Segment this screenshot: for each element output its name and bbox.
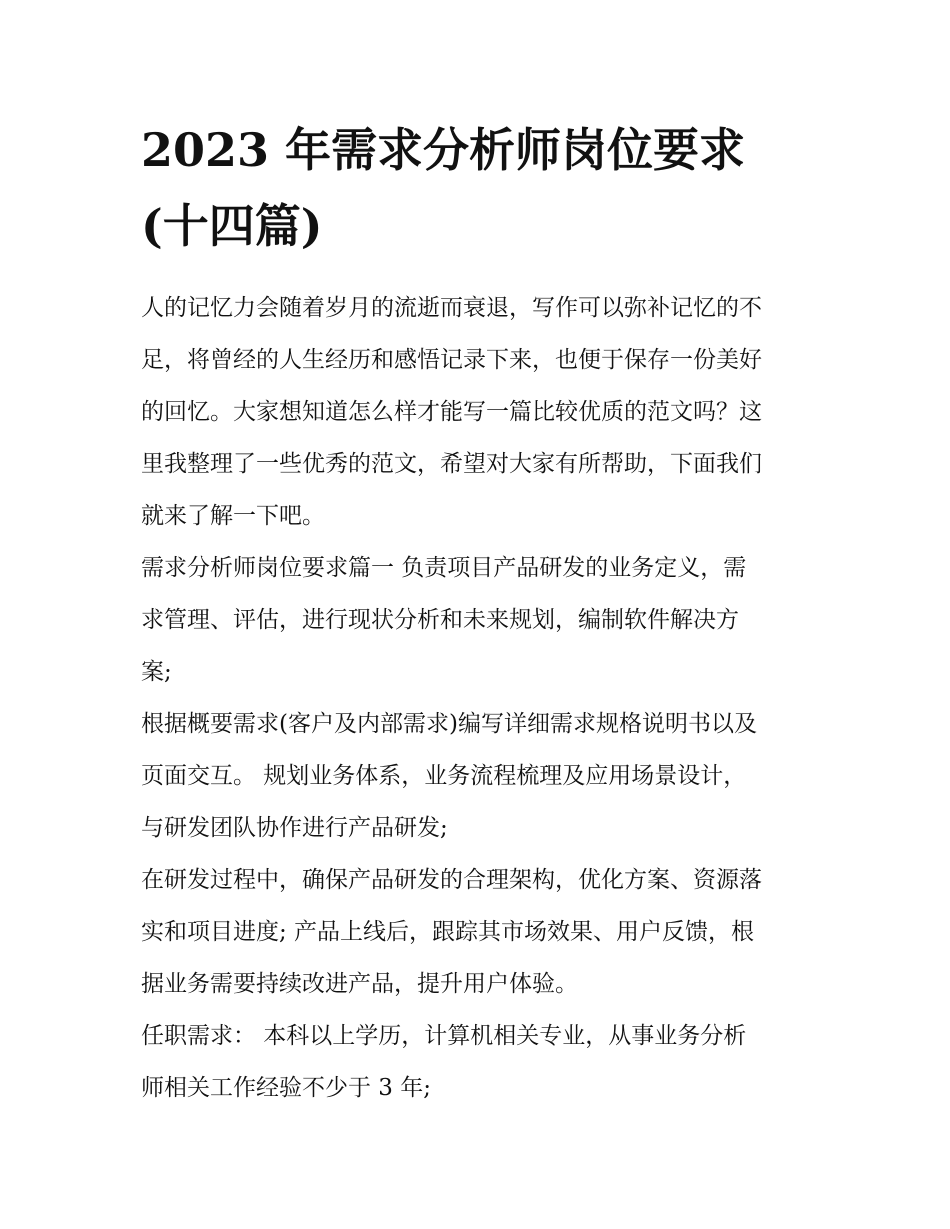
text-line: 师相关工作经验不少于 3 年;	[141, 1075, 432, 1101]
text-line: 需求分析师岗位要求篇一 负责项目产品研发的业务定义，需	[141, 555, 747, 581]
text-line: 页面交互。 规划业务体系，业务流程梳理及应用场景设计，	[141, 763, 747, 789]
text-line: 案;	[141, 659, 172, 685]
text-line: 在研发过程中，确保产品研发的合理架构，优化方案、资源落	[141, 867, 762, 893]
text-line: 求管理、评估，进行现状分析和未来规划，编制软件解决方	[141, 607, 739, 633]
text-line: 根据概要需求(客户及内部需求)编写详细需求规格说明书以及	[141, 711, 757, 737]
text-line: 与研发团队协作进行产品研发;	[141, 815, 448, 841]
text-line: 人的记忆力会随着岁月的流逝而衰退，写作可以弥补记忆的不	[141, 295, 762, 321]
text-line: 据业务需要持续改进产品，提升用户体验。	[141, 971, 578, 997]
development-process-paragraph	[141, 854, 813, 1010]
title-line: 2023 年需求分析师岗位要求	[141, 123, 746, 177]
document-page	[141, 112, 813, 1114]
requirements-spec-paragraph	[141, 698, 813, 854]
intro-paragraph	[141, 282, 813, 542]
document-title	[141, 112, 813, 264]
section-one-paragraph	[141, 542, 813, 698]
text-line: 就来了解一下吧。	[141, 503, 325, 529]
text-line: 实和项目进度; 产品上线后，跟踪其市场效果、用户反馈，根	[141, 919, 755, 945]
text-line: 任职需求： 本科以上学历，计算机相关专业，从事业务分析	[141, 1023, 747, 1049]
text-line: 里我整理了一些优秀的范文，希望对大家有所帮助，下面我们	[141, 451, 762, 477]
document-body	[141, 282, 813, 1114]
qualifications-paragraph	[141, 1010, 813, 1114]
title-line: (十四篇)	[141, 199, 323, 253]
text-line: 的回忆。大家想知道怎么样才能写一篇比较优质的范文吗？这	[141, 399, 762, 425]
text-line: 足，将曾经的人生经历和感悟记录下来，也便于保存一份美好	[141, 347, 762, 373]
